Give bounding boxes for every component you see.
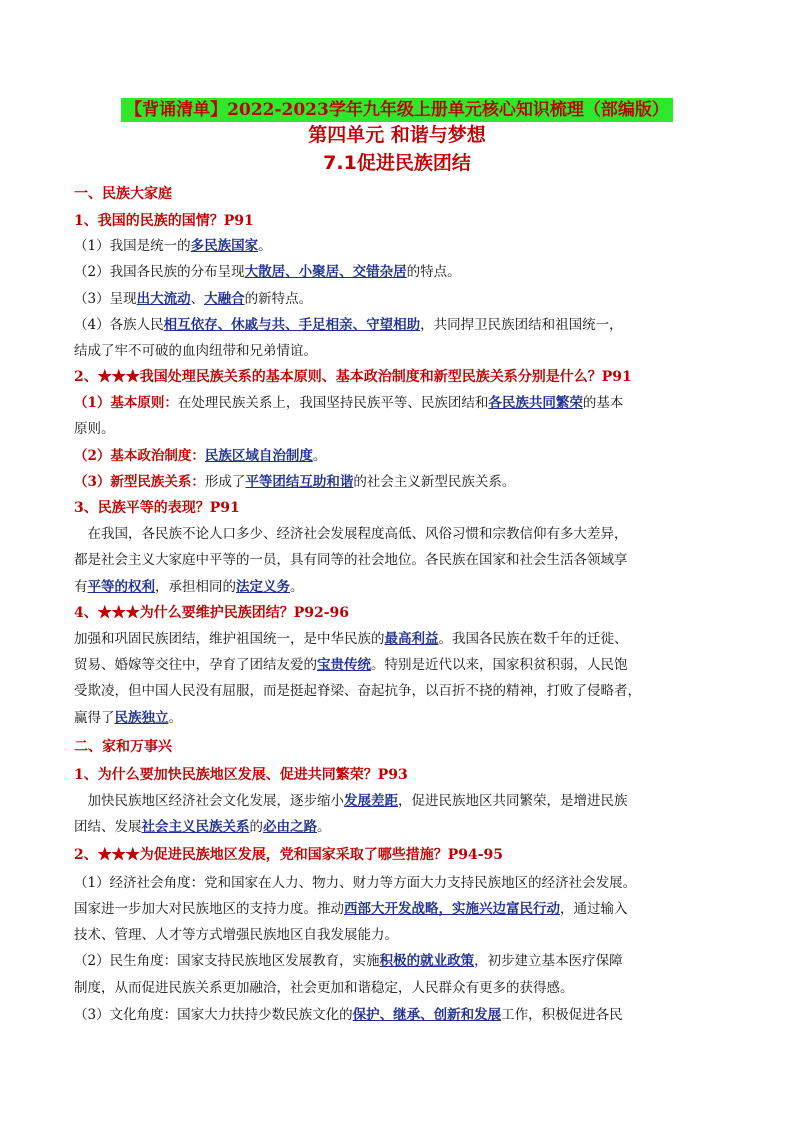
question-heading: 2、★★★为促进民族地区发展，党和国家采取了哪些措施？P94-95	[74, 847, 504, 863]
text-span: 形成了	[204, 474, 246, 490]
key-term: 民族独立	[114, 710, 169, 726]
text-span: 。	[290, 579, 304, 595]
text-span: 国家进一步加大对民族地区的支持力度。推动	[74, 901, 344, 917]
key-term: 保护、继承、创新和发展	[352, 1007, 502, 1023]
answer-line	[74, 315, 734, 335]
question-heading: 4、★★★为什么要维护民族团结？P92-96	[74, 605, 350, 621]
text-span: 在处理民族关系上，我国坚持民族平等、民族团结和	[177, 395, 489, 411]
answer-line: 都是社会主义大家庭中平等的一员，具有同等的社会地位。各民族在国家和社会生活各领域享	[74, 552, 628, 568]
key-term: 平等的权利	[87, 579, 155, 595]
answer-line	[74, 262, 734, 282]
text-span: （4）各族人民	[74, 317, 164, 333]
text-span: 。	[312, 448, 327, 464]
answer-line	[74, 951, 734, 971]
answer-label: （3）新型民族关系：	[74, 474, 205, 490]
text-span: 的特点。	[406, 264, 461, 280]
text-span: 的新特点。	[244, 291, 313, 307]
text-span: 的	[249, 819, 263, 835]
answer-line	[74, 708, 734, 728]
text-span: （1）我国是统一的	[74, 238, 191, 254]
answer-line	[74, 629, 734, 649]
key-term: 平等团结互助和谐	[245, 474, 354, 490]
text-span: （2）我国各民族的分布呈现	[74, 264, 245, 280]
answer-line	[74, 1005, 734, 1025]
text-span: 。	[168, 710, 182, 726]
key-term: 最高利益	[384, 631, 439, 647]
text-span: 赢得了	[74, 710, 115, 726]
key-term: 法定义务	[236, 579, 290, 595]
text-span: 的基本	[582, 395, 624, 411]
answer-line	[74, 655, 734, 675]
answer-line: 技术、管理、人才等方式增强民族地区自我发展能力。	[74, 927, 398, 943]
text-span: （3）文化角度：国家大力扶持少数民族文化的	[74, 1007, 353, 1023]
text-span: （3）呈现	[74, 291, 137, 307]
answer-line	[74, 393, 734, 413]
header-banner: 【背诵清单】2022-2023学年九年级上册单元核心知识梳理（部编版）	[121, 98, 673, 122]
unit-title: 第四单元 和谐与梦想	[308, 124, 486, 146]
key-term: 多民族国家	[190, 238, 259, 254]
key-term: 必由之路	[263, 819, 317, 835]
answer-line	[74, 472, 734, 492]
answer-line: 制度，从而促进民族关系更加融洽，社会更加和谐稳定，人民群众有更多的获得感。	[74, 980, 574, 996]
key-term: 各民族共同繁荣	[488, 395, 583, 411]
text-span: ，初步建立基本医疗保障	[474, 953, 623, 969]
text-span: 、	[190, 291, 205, 307]
answer-line	[74, 899, 734, 919]
key-term: 出大流动	[136, 291, 191, 307]
text-span: 加强和巩固民族团结，维护祖国统一，是中华民族的	[74, 631, 385, 647]
text-span: 。	[258, 238, 272, 254]
answer-line: 原则。	[74, 421, 115, 437]
question-heading: 1、我国的民族的国情？P91	[74, 213, 254, 229]
answer-label: （2）基本政治制度：	[74, 448, 205, 464]
question-heading: 2、★★★我国处理民族关系的基本原则、基本政治制度和新型民族关系分别是什么？P91	[74, 369, 632, 385]
answer-line	[74, 791, 734, 811]
text-span: ，共同捍卫民族团结和祖国统一，	[420, 317, 623, 333]
key-term: 发展差距	[344, 793, 398, 809]
lesson-title: 7.1促进民族团结	[323, 152, 471, 174]
key-term: 宝贵传统	[317, 657, 371, 673]
text-span: 。特别是近代以来，国家积贫积弱，人民饱	[371, 657, 628, 673]
answer-line	[74, 446, 734, 466]
text-span: 团结、发展	[74, 819, 142, 835]
text-span: 的社会主义新型民族关系。	[353, 474, 516, 490]
answer-line: 受欺凌，但中国人民没有屈服，而是挺起脊梁、奋起抗争，以百折不挠的精神，打败了侵略者，	[74, 683, 641, 699]
text-span: ，通过输入	[560, 901, 628, 917]
text-span: 贸易、婚嫁等交往中，孕育了团结友爱的	[74, 657, 317, 673]
question-heading: 3、民族平等的表现？P91	[74, 500, 240, 516]
key-term: 民族区域自治制度	[204, 448, 313, 464]
text-span: ，承担相同的	[155, 579, 236, 595]
key-term: 积极的就业政策	[379, 953, 475, 969]
text-span: 加快民族地区经济社会文化发展，逐步缩小	[74, 793, 344, 809]
key-term: 相互依存、休戚与共、手足相亲、守望相助	[163, 317, 421, 333]
answer-line	[74, 236, 734, 256]
text-span: ，促进民族地区共同繁荣，是增进民族	[398, 793, 628, 809]
answer-line: （1）经济社会角度：党和国家在人力、物力、财力等方面大力支持民族地区的经济社会发展。	[74, 875, 637, 891]
answer-line	[74, 817, 734, 837]
answer-line: 结成了牢不可破的血肉纽带和兄弟情谊。	[74, 343, 317, 359]
text-span: 。我国各民族在数千年的迁徙、	[438, 631, 628, 647]
section-heading: 二、家和万事兴	[74, 739, 172, 755]
answer-line	[74, 289, 734, 309]
answer-line: 在我国，各民族不论人口多少、经济社会发展程度高低、风俗习惯和宗教信仰有多大差异，	[74, 526, 628, 542]
key-term: 西部大开发战略，实施兴边富民行动	[344, 901, 560, 917]
text-span: 有	[74, 579, 88, 595]
section-heading: 一、民族大家庭	[74, 186, 172, 202]
answer-label: （1）基本原则：	[74, 395, 178, 411]
key-term: 大融合	[204, 291, 245, 307]
text-span: 工作，积极促进各民	[501, 1007, 623, 1023]
question-heading: 1、为什么要加快民族地区发展、促进共同繁荣？P93	[74, 767, 408, 783]
text-span: 。	[317, 819, 331, 835]
key-term: 大散居、小聚居、交错杂居	[244, 264, 407, 280]
key-term: 社会主义民族关系	[141, 819, 250, 835]
answer-line	[74, 577, 734, 597]
text-span: （2）民生角度：国家支持民族地区发展教育，实施	[74, 953, 380, 969]
